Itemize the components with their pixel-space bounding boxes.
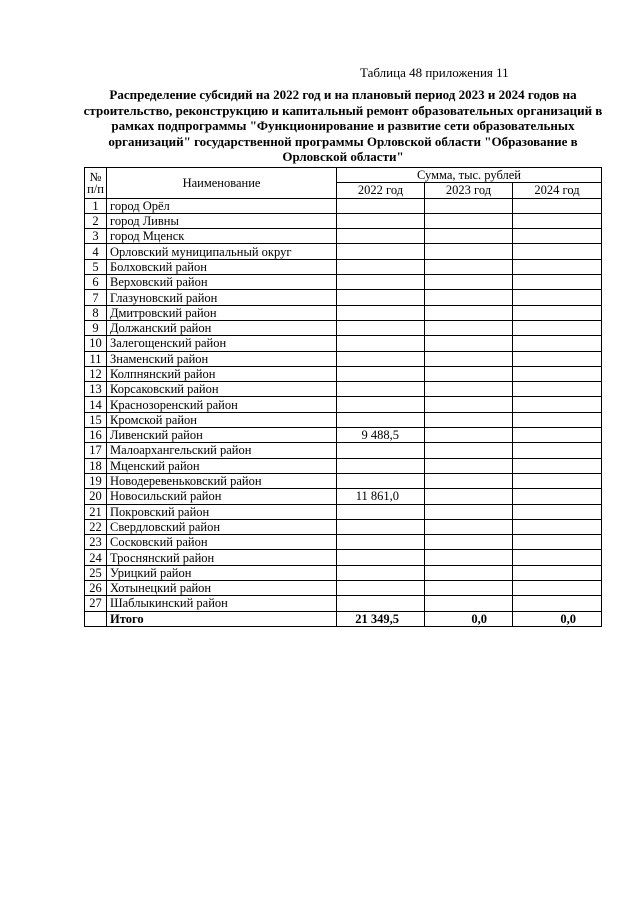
table-row [85,428,602,443]
row-value-2022 [337,198,425,213]
row-value-2024 [513,275,602,290]
row-value-2022 [337,244,425,259]
row-value-2022 [337,290,425,305]
total-2024: 0,0 [513,611,602,626]
row-value-2024 [513,519,602,534]
row-name: Залегощенский район [107,336,337,351]
row-value-2022 [337,382,425,397]
row-value-2022 [337,473,425,488]
row-value-2022 [337,275,425,290]
table-row [85,320,602,335]
row-num: 2 [85,213,107,228]
row-name: Свердловский район [107,519,337,534]
total-2022: 21 349,5 [337,611,425,626]
row-num: 23 [85,535,107,550]
row-num: 17 [85,443,107,458]
row-value-2023 [425,535,513,550]
row-name: Дмитровский район [107,305,337,320]
row-value-2023 [425,213,513,228]
row-value-2024 [513,244,602,259]
row-num: 8 [85,305,107,320]
row-value-2022 [337,581,425,596]
row-name: Покровский район [107,504,337,519]
row-value-2024 [513,259,602,274]
row-value-2024 [513,397,602,412]
row-value-2023 [425,581,513,596]
row-value-2022 [337,213,425,228]
row-value-2024 [513,473,602,488]
row-num: 24 [85,550,107,565]
row-num: 6 [85,275,107,290]
row-value-2023 [425,275,513,290]
row-num: 22 [85,519,107,534]
row-value-2023 [425,229,513,244]
row-value-2024 [513,565,602,580]
row-value-2024 [513,366,602,381]
total-label: Итого [107,611,337,626]
row-value-2023 [425,290,513,305]
header-row [85,168,602,183]
row-value-2022 [337,458,425,473]
row-value-2022 [337,519,425,534]
header-num-line1: № [89,169,102,184]
row-value-2023 [425,336,513,351]
row-num: 27 [85,596,107,611]
row-value-2022: 11 861,0 [337,489,425,504]
row-value-2024 [513,198,602,213]
row-name: Знаменский район [107,351,337,366]
row-value-2023 [425,565,513,580]
row-value-2023 [425,382,513,397]
table-row [85,489,602,504]
row-num: 20 [85,489,107,504]
row-num: 19 [85,473,107,488]
row-value-2023 [425,244,513,259]
row-value-2023 [425,397,513,412]
table-row [85,504,602,519]
row-name: Должанский район [107,320,337,335]
row-num: 5 [85,259,107,274]
row-value-2023 [425,259,513,274]
total-2023: 0,0 [425,611,513,626]
row-num: 18 [85,458,107,473]
row-value-2022 [337,366,425,381]
row-value-2024 [513,535,602,550]
row-num: 14 [85,397,107,412]
row-value-2022 [337,320,425,335]
row-num: 16 [85,428,107,443]
row-value-2023 [425,596,513,611]
row-value-2022 [337,412,425,427]
header-year-2024: 2024 год [513,183,602,198]
table-row [85,351,602,366]
total-num [85,611,107,626]
row-value-2022 [337,397,425,412]
table-row [85,259,602,274]
row-value-2024 [513,305,602,320]
row-value-2023 [425,305,513,320]
row-value-2023 [425,351,513,366]
row-value-2022 [337,535,425,550]
row-name: город Орёл [107,198,337,213]
table-row [85,275,602,290]
table-caption: Таблица 48 приложения 11 [360,65,509,80]
row-value-2022 [337,596,425,611]
table-row [85,397,602,412]
row-name: Троснянский район [107,550,337,565]
table-row [85,382,602,397]
row-num: 10 [85,336,107,351]
table-row [85,198,602,213]
row-value-2023 [425,412,513,427]
row-value-2024 [513,351,602,366]
row-value-2023 [425,519,513,534]
total-row [85,611,602,626]
subsidy-table [84,167,602,627]
table-row [85,535,602,550]
row-name: Краснозоренский район [107,397,337,412]
row-value-2024 [513,336,602,351]
row-value-2024 [513,382,602,397]
row-name: Орловский муниципальный округ [107,244,337,259]
row-value-2024 [513,489,602,504]
row-num: 21 [85,504,107,519]
row-value-2024 [513,458,602,473]
row-num: 12 [85,366,107,381]
row-value-2024 [513,504,602,519]
row-value-2022 [337,305,425,320]
row-name: Глазуновский район [107,290,337,305]
table-row [85,458,602,473]
row-value-2023 [425,443,513,458]
row-name: Кромской район [107,412,337,427]
row-num: 1 [85,198,107,213]
table-row [85,550,602,565]
header-num [85,168,107,199]
row-value-2022 [337,550,425,565]
row-value-2023 [425,428,513,443]
row-num: 3 [85,229,107,244]
row-num: 9 [85,320,107,335]
header-name: Наименование [107,168,337,199]
row-num: 25 [85,565,107,580]
table-row [85,229,602,244]
row-name: Мценский район [107,458,337,473]
row-value-2022 [337,259,425,274]
row-num: 13 [85,382,107,397]
row-value-2022 [337,565,425,580]
table-row [85,581,602,596]
row-value-2022 [337,351,425,366]
row-num: 11 [85,351,107,366]
row-value-2023 [425,320,513,335]
row-value-2023 [425,550,513,565]
row-value-2023 [425,489,513,504]
header-sum: Сумма, тыс. рублей [337,168,602,183]
document-title: Распределение субсидий на 2022 год и на плановый период 2023 и 2024 годов на строительство, реконструкцию и капитальный ремонт образовательных организаций в рамках подпрограммы "Функционирование и развитие сети образовательных организаций" государственной программы Орловской области "Образование в Орловской области" [83,87,603,164]
row-value-2023 [425,366,513,381]
header-year-2022: 2022 год [337,183,425,198]
table-row [85,290,602,305]
row-value-2023 [425,458,513,473]
row-value-2024 [513,320,602,335]
row-name: Верховский район [107,275,337,290]
table-row [85,213,602,228]
row-name: Ливенский район [107,428,337,443]
row-value-2023 [425,198,513,213]
row-name: город Ливны [107,213,337,228]
table-row [85,473,602,488]
row-name: Сосковский район [107,535,337,550]
row-name: Корсаковский район [107,382,337,397]
row-value-2024 [513,581,602,596]
row-value-2023 [425,473,513,488]
table-row [85,596,602,611]
row-value-2022 [337,504,425,519]
row-value-2022 [337,229,425,244]
row-value-2023 [425,504,513,519]
table-row [85,244,602,259]
row-name: Колпнянский район [107,366,337,381]
row-num: 4 [85,244,107,259]
row-value-2022 [337,336,425,351]
header-num-line2: п/п [87,181,104,196]
row-num: 15 [85,412,107,427]
row-value-2024 [513,229,602,244]
row-value-2024 [513,412,602,427]
row-value-2024 [513,596,602,611]
table-row [85,412,602,427]
header-year-2023: 2023 год [425,183,513,198]
row-name: Шаблыкинский район [107,596,337,611]
row-name: Хотынецкий район [107,581,337,596]
row-name: Болховский район [107,259,337,274]
row-num: 26 [85,581,107,596]
row-value-2024 [513,550,602,565]
table-row [85,565,602,580]
row-value-2022: 9 488,5 [337,428,425,443]
table-row [85,305,602,320]
table-row [85,443,602,458]
table-row [85,366,602,381]
row-value-2022 [337,443,425,458]
row-value-2024 [513,428,602,443]
row-name: город Мценск [107,229,337,244]
row-value-2024 [513,290,602,305]
table-row [85,336,602,351]
row-name: Малоархангельский район [107,443,337,458]
row-name: Новодеревеньковский район [107,473,337,488]
row-value-2024 [513,213,602,228]
row-num: 7 [85,290,107,305]
row-name: Новосильский район [107,489,337,504]
row-name: Урицкий район [107,565,337,580]
row-value-2024 [513,443,602,458]
table-row [85,519,602,534]
